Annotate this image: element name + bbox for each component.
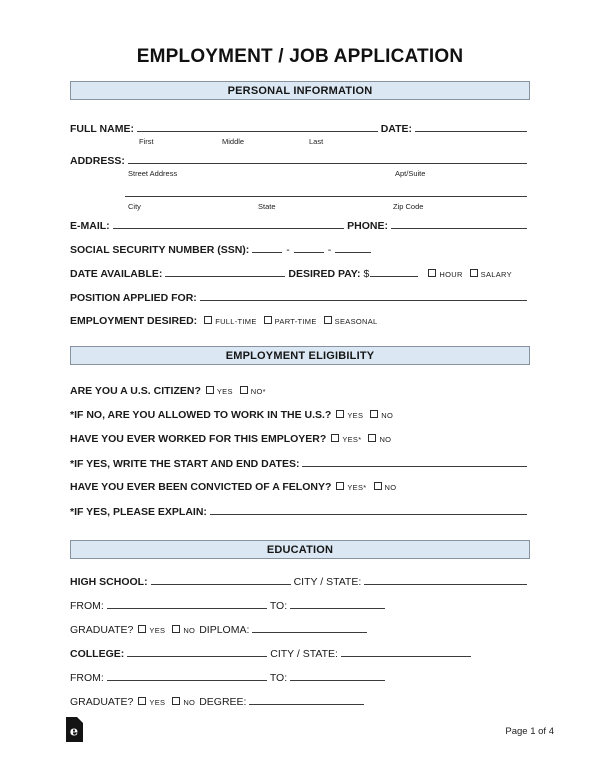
from-field[interactable] xyxy=(107,671,267,681)
state-sublabel: State xyxy=(258,202,276,211)
felony-question-row xyxy=(70,481,530,494)
phone-label: PHONE: xyxy=(347,220,388,232)
no-checkbox[interactable] xyxy=(370,410,378,418)
degree-label: DEGREE: xyxy=(199,696,247,708)
address-sublabels-1 xyxy=(70,168,530,178)
page-number: Page 1 of 4 xyxy=(505,726,554,737)
no-checkbox[interactable] xyxy=(172,697,180,705)
question-label: *IF NO, ARE YOU ALLOWED TO WORK IN THE U.S.? xyxy=(70,409,332,421)
position-applied-for-field[interactable] xyxy=(200,291,527,301)
high-school-city-state-field[interactable] xyxy=(364,575,527,585)
email-phone-row xyxy=(70,219,530,232)
full-name-label: FULL NAME: xyxy=(70,123,134,135)
email-field[interactable] xyxy=(113,219,344,229)
apt-suite-sublabel: Apt/Suite xyxy=(395,169,426,178)
ssn-row xyxy=(70,243,530,256)
street-address-sublabel: Street Address xyxy=(128,169,178,178)
seasonal-option-label: SEASONAL xyxy=(334,317,378,326)
no-option-label: NO xyxy=(183,698,196,707)
zip-code-sublabel: Zip Code xyxy=(393,202,424,211)
no-checkbox[interactable] xyxy=(172,625,180,633)
logo-letter: e xyxy=(69,724,79,740)
full-name-row xyxy=(70,122,530,135)
college-from-to-row xyxy=(70,671,530,684)
hour-option-label: HOUR xyxy=(439,270,463,279)
date-available-pay-row xyxy=(70,267,530,280)
high-school-field[interactable] xyxy=(151,575,291,585)
allowed-to-work-question-row xyxy=(70,409,530,422)
section-header-education: EDUCATION xyxy=(70,540,530,559)
yes-option-label: YES xyxy=(216,387,233,396)
yes-checkbox[interactable] xyxy=(331,434,339,442)
high-school-graduate-row xyxy=(70,623,530,636)
to-label: TO: xyxy=(269,600,288,612)
document-icon xyxy=(66,717,83,742)
date-available-label: DATE AVAILABLE: xyxy=(70,268,163,280)
full-name-field[interactable] xyxy=(137,122,378,132)
date-field[interactable] xyxy=(415,122,527,132)
graduate-label: GRADUATE? xyxy=(70,696,134,708)
salary-option-label: SALARY xyxy=(480,270,512,279)
position-applied-for-label: POSITION APPLIED FOR: xyxy=(70,292,197,304)
page-title: EMPLOYMENT / JOB APPLICATION xyxy=(136,46,464,67)
yes-option-label: YES xyxy=(149,626,166,635)
high-school-label: HIGH SCHOOL: xyxy=(70,576,148,588)
start-end-dates-row xyxy=(70,457,530,470)
to-field[interactable] xyxy=(290,599,385,609)
desired-pay-label: DESIRED PAY: xyxy=(288,268,361,280)
yes-checkbox[interactable] xyxy=(138,697,146,705)
college-field[interactable] xyxy=(127,647,267,657)
please-explain-label: *IF YES, PLEASE EXPLAIN: xyxy=(70,506,207,518)
yes-checkbox[interactable] xyxy=(336,410,344,418)
employment-desired-label: EMPLOYMENT DESIRED: xyxy=(70,315,198,327)
from-field[interactable] xyxy=(107,599,267,609)
us-citizen-question-row xyxy=(70,385,530,398)
college-graduate-row xyxy=(70,695,530,708)
phone-field[interactable] xyxy=(391,219,527,229)
section-header-personal-information: PERSONAL INFORMATION xyxy=(70,81,530,100)
college-city-state-field[interactable] xyxy=(341,647,471,657)
yes-option-label: YES* xyxy=(342,435,362,444)
salary-checkbox[interactable] xyxy=(470,269,478,277)
no-option-label: NO xyxy=(384,483,397,492)
no-option-label: NO xyxy=(381,411,394,420)
high-school-row xyxy=(70,575,530,588)
seasonal-checkbox[interactable] xyxy=(324,316,332,324)
please-explain-row xyxy=(70,505,530,518)
position-row xyxy=(70,291,530,304)
last-sublabel: Last xyxy=(309,137,324,146)
date-label: DATE: xyxy=(380,123,412,135)
section-header-employment-eligibility: EMPLOYMENT ELIGIBILITY xyxy=(70,346,530,365)
employment-desired-row xyxy=(70,315,530,328)
address-row-2 xyxy=(70,187,530,200)
full-time-option-label: FULL-TIME xyxy=(215,317,257,326)
start-end-dates-field[interactable] xyxy=(302,457,527,467)
ssn-field-3[interactable] xyxy=(335,243,371,253)
address-sublabels-2 xyxy=(70,201,530,211)
hour-checkbox[interactable] xyxy=(428,269,436,277)
diploma-label: DIPLOMA: xyxy=(199,624,250,636)
diploma-field[interactable] xyxy=(252,623,367,633)
no-option-label: NO xyxy=(183,626,196,635)
high-school-from-to-row xyxy=(70,599,530,612)
no-checkbox[interactable] xyxy=(374,482,382,490)
form-content xyxy=(70,81,530,708)
worked-for-employer-question-row xyxy=(70,433,530,446)
middle-sublabel: Middle xyxy=(222,137,245,146)
dollar-sign: $ xyxy=(363,268,370,280)
ssn-separator: - xyxy=(286,244,290,256)
yes-checkbox[interactable] xyxy=(206,386,214,394)
from-label: FROM: xyxy=(70,600,104,612)
city-state-label: CITY / STATE: xyxy=(270,648,338,660)
date-available-field[interactable] xyxy=(165,267,285,277)
from-label: FROM: xyxy=(70,672,104,684)
please-explain-field[interactable] xyxy=(210,505,527,515)
ssn-field-2[interactable] xyxy=(294,243,324,253)
question-label: ARE YOU A U.S. CITIZEN? xyxy=(70,385,201,397)
full-name-sublabels xyxy=(70,136,530,146)
no-checkbox[interactable] xyxy=(368,434,376,442)
to-label: TO: xyxy=(269,672,288,684)
address-label: ADDRESS: xyxy=(70,155,125,167)
desired-pay-field[interactable] xyxy=(370,267,418,277)
degree-field[interactable] xyxy=(249,695,364,705)
yes-option-label: YES* xyxy=(347,483,367,492)
email-label: E-MAIL: xyxy=(70,220,110,232)
part-time-option-label: PART-TIME xyxy=(274,317,317,326)
address-row xyxy=(70,154,530,167)
first-sublabel: First xyxy=(139,137,154,146)
eforms-logo xyxy=(66,717,83,747)
ssn-field-1[interactable] xyxy=(252,243,282,253)
ssn-separator: - xyxy=(327,244,332,256)
part-time-checkbox[interactable] xyxy=(264,316,272,324)
no-option-label: NO* xyxy=(250,387,266,396)
yes-checkbox[interactable] xyxy=(138,625,146,633)
city-state-zip-field[interactable] xyxy=(125,187,527,197)
yes-option-label: YES xyxy=(347,411,364,420)
graduate-label: GRADUATE? xyxy=(70,624,134,636)
yes-option-label: YES xyxy=(149,698,166,707)
yes-checkbox[interactable] xyxy=(336,482,344,490)
ssn-label: SOCIAL SECURITY NUMBER (SSN): xyxy=(70,244,250,256)
question-label: HAVE YOU EVER WORKED FOR THIS EMPLOYER? xyxy=(70,433,327,445)
question-label: HAVE YOU EVER BEEN CONVICTED OF A FELONY? xyxy=(70,481,332,493)
full-time-checkbox[interactable] xyxy=(204,316,212,324)
street-address-field[interactable] xyxy=(128,154,527,164)
college-row xyxy=(70,647,530,660)
city-state-label: CITY / STATE: xyxy=(293,576,362,588)
college-label: COLLEGE: xyxy=(70,648,125,660)
city-sublabel: City xyxy=(128,202,141,211)
no-option-label: NO xyxy=(379,435,392,444)
start-end-dates-label: *IF YES, WRITE THE START AND END DATES: xyxy=(70,458,300,470)
to-field[interactable] xyxy=(290,671,385,681)
no-checkbox[interactable] xyxy=(240,386,248,394)
